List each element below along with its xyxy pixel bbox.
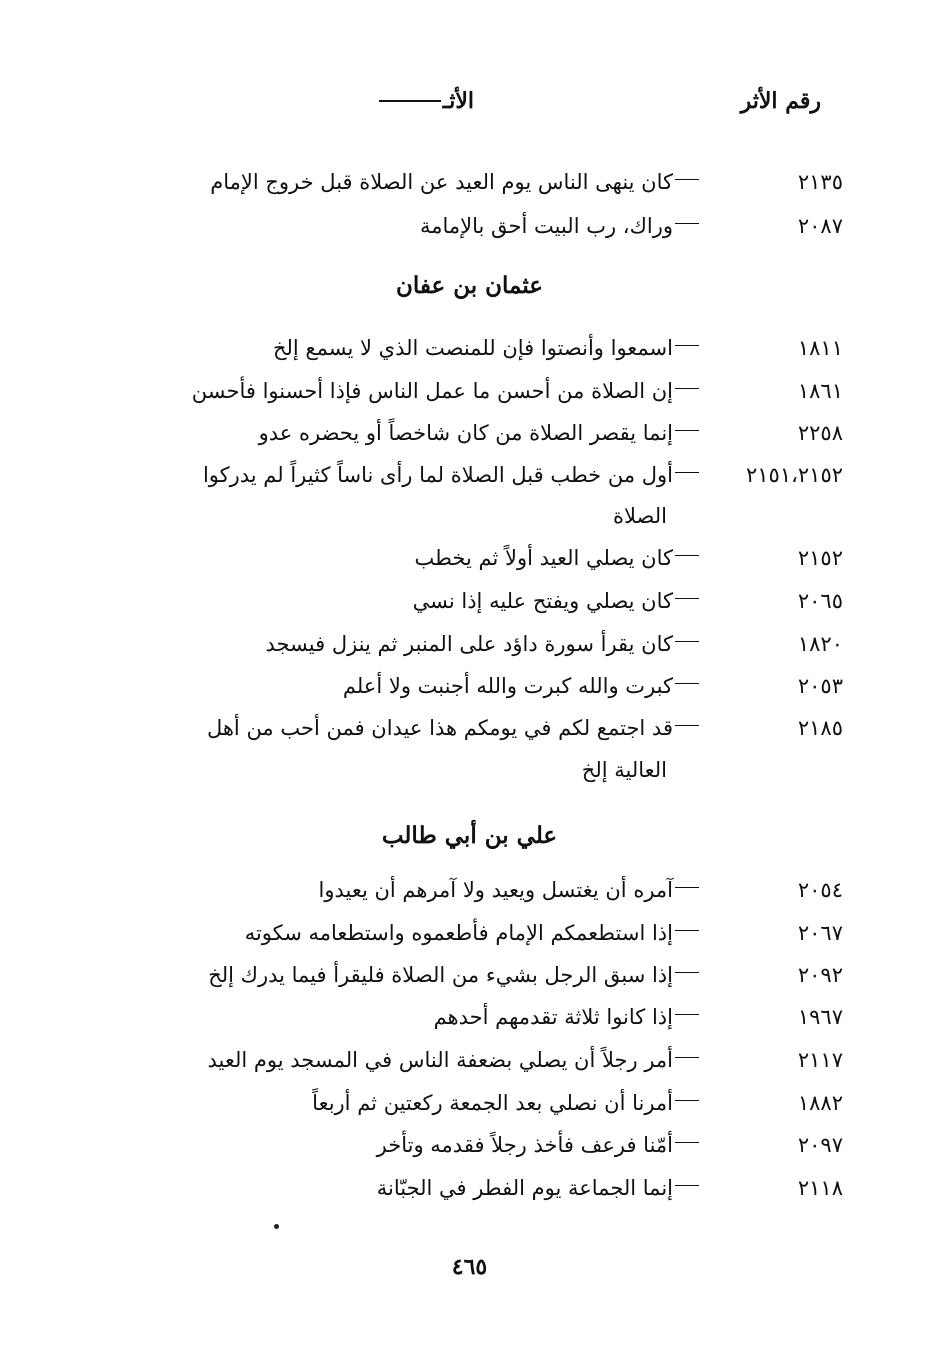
dash-mark xyxy=(675,179,699,180)
athar-number: ٢١٥١،٢١٥٢ xyxy=(745,463,843,487)
list-item xyxy=(0,1168,939,1208)
section-title-uthman: عثمان بن عفان xyxy=(395,272,544,299)
list-item xyxy=(0,708,939,748)
athar-text-content: كان يصلي ويفتح عليه إذا نسي xyxy=(412,589,673,613)
athar-text xyxy=(159,455,699,495)
athar-text xyxy=(159,955,699,995)
athar-number: ١٨٦١ xyxy=(797,379,843,403)
athar-number: ١٩٦٧ xyxy=(797,1005,843,1029)
dash-mark xyxy=(675,598,699,599)
athar-text-content: أمر رجلاً أن يصلي بضعفة الناس في المسجد يوم العيد xyxy=(207,1048,673,1072)
athar-text-content: إنما الجماعة يوم الفطر في الجبّانة xyxy=(376,1176,673,1200)
athar-text-content: كبرت والله كبرت والله أجنبت ولا أعلم xyxy=(342,674,673,698)
athar-text xyxy=(159,1168,699,1208)
athar-number: ٢١٨٥ xyxy=(797,716,843,740)
athar-text-content: إذا استطعمكم الإمام فأطعموه واستطعامه سكوته xyxy=(244,921,673,945)
athar-number: ١٨٨٢ xyxy=(797,1091,843,1115)
athar-number: ١٨١١ xyxy=(797,336,843,360)
athar-number: ٢١٣٥ xyxy=(797,170,843,194)
athar-text-content: إنما يقصر الصلاة من كان شاخصاً أو يحضره عدو xyxy=(258,421,673,445)
athar-text-content: إذا سبق الرجل بشيء من الصلاة فليقرأ فيما يدرك إلخ xyxy=(208,963,673,987)
list-item-continuation xyxy=(0,496,939,536)
dash-mark xyxy=(675,388,699,389)
athar-text-content: أمّنا فرعف فأخذ رجلاً فقدمه وتأخر xyxy=(376,1133,673,1157)
page-number: ٤٦٥ xyxy=(451,1254,488,1280)
athar-number: ٢٠٩٢ xyxy=(797,963,843,987)
list-item xyxy=(0,997,939,1037)
dash-mark xyxy=(675,683,699,684)
athar-text-content: قد اجتمع لكم في يومكم هذا عيدان فمن أحب من أهل xyxy=(206,716,673,740)
athar-text xyxy=(159,1125,699,1165)
athar-text xyxy=(159,162,699,202)
athar-text xyxy=(159,328,699,368)
athar-text xyxy=(159,870,699,910)
dash-mark xyxy=(675,1185,699,1186)
dash-mark xyxy=(675,1100,699,1101)
athar-text xyxy=(159,413,699,453)
athar-text-content: كان ينهى الناس يوم العيد عن الصلاة قبل خروج الإمام xyxy=(210,170,673,194)
athar-number: ١٨٢٠ xyxy=(797,632,843,656)
list-item xyxy=(0,624,939,664)
athar-number: ٢٠٦٥ xyxy=(797,589,843,613)
athar-text-content: آمره أن يغتسل ويعيد ولا آمرهم أن يعيدوا xyxy=(318,878,673,902)
athar-text xyxy=(159,666,699,706)
dash-mark xyxy=(675,641,699,642)
athar-text xyxy=(159,538,699,578)
list-item xyxy=(0,581,939,621)
dash-mark xyxy=(675,887,699,888)
athar-number: ٢٠٨٧ xyxy=(797,214,843,238)
athar-number: ٢٢٥٨ xyxy=(797,421,843,445)
athar-number: ٢٠٥٤ xyxy=(797,878,843,902)
athar-text xyxy=(159,997,699,1037)
list-item xyxy=(0,328,939,368)
dash-mark xyxy=(675,223,699,224)
athar-text-content: كان يقرأ سورة داؤد على المنبر ثم ينزل فيسجد xyxy=(265,632,673,656)
athar-number: ٢١٥٢ xyxy=(797,546,843,570)
athar-number: ٢٠٦٧ xyxy=(797,921,843,945)
list-item xyxy=(0,162,939,202)
athar-text-content: إذا كانوا ثلاثة تقدمهم أحدهم xyxy=(433,1005,673,1029)
dash-mark xyxy=(675,1057,699,1058)
header-number-column: رقم الأثر xyxy=(740,88,821,114)
athar-text xyxy=(159,206,699,246)
athar-text xyxy=(159,913,699,953)
athar-text xyxy=(159,708,699,748)
list-item-continuation xyxy=(0,750,939,790)
athar-text-content: أمرنا أن نصلي بعد الجمعة ركعتين ثم أربعاً xyxy=(312,1091,673,1115)
dash-mark xyxy=(675,1142,699,1143)
athar-number: ٢١١٧ xyxy=(797,1048,843,1072)
athar-text-continuation: الصلاة xyxy=(613,504,667,528)
athar-text xyxy=(159,371,699,411)
athar-text-continuation: العالية إلخ xyxy=(581,758,667,782)
list-item xyxy=(0,870,939,910)
list-item xyxy=(0,1125,939,1165)
list-item xyxy=(0,666,939,706)
list-item xyxy=(0,913,939,953)
athar-text xyxy=(159,624,699,664)
athar-text-content: كان يصلي العيد أولاً ثم يخطب xyxy=(414,546,673,570)
athar-text-content: وراك، رب البيت أحق بالإمامة xyxy=(419,214,673,238)
section-title-ali: علي بن أبي طالب xyxy=(381,822,558,849)
athar-number: ٢٠٩٧ xyxy=(797,1133,843,1157)
dash-mark xyxy=(675,472,699,473)
dash-mark xyxy=(675,972,699,973)
athar-number: ٢١١٨ xyxy=(797,1176,843,1200)
dash-mark xyxy=(675,930,699,931)
list-item xyxy=(0,413,939,453)
list-item xyxy=(0,455,939,495)
athar-text xyxy=(159,1040,699,1080)
list-item xyxy=(0,1083,939,1123)
dash-mark xyxy=(675,430,699,431)
athar-text-content: إن الصلاة من أحسن ما عمل الناس فإذا أحسنوا فأحسن xyxy=(191,379,673,403)
dash-mark xyxy=(675,725,699,726)
ink-speck xyxy=(274,1224,279,1229)
list-item xyxy=(0,538,939,578)
athar-text xyxy=(159,581,699,621)
header-text-column xyxy=(379,88,474,114)
dash-mark xyxy=(675,345,699,346)
athar-text-content: أول من خطب قبل الصلاة لما رأى ناساً كثيراً لم يدركوا xyxy=(202,463,673,487)
list-item xyxy=(0,371,939,411)
athar-text xyxy=(159,1083,699,1123)
header-text-label: الأثـ xyxy=(442,88,474,114)
header-underline xyxy=(379,100,441,102)
athar-text-content: اسمعوا وأنصتوا فإن للمنصت الذي لا يسمع إلخ xyxy=(272,336,673,360)
athar-number: ٢٠٥٣ xyxy=(797,674,843,698)
list-item xyxy=(0,1040,939,1080)
dash-mark xyxy=(675,555,699,556)
list-item xyxy=(0,955,939,995)
dash-mark xyxy=(675,1014,699,1015)
list-item xyxy=(0,206,939,246)
